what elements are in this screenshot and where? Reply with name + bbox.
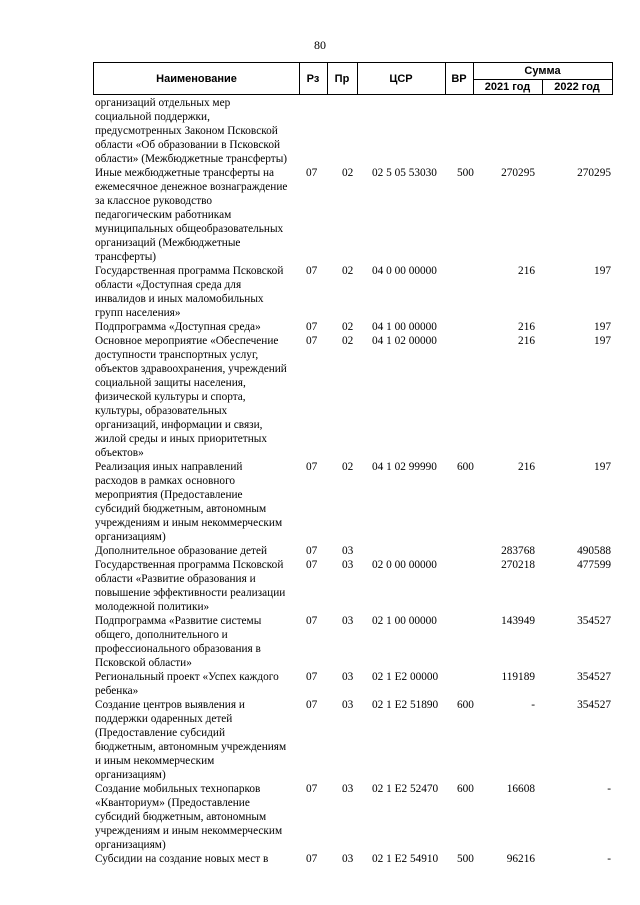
row-sum-2022: -: [607, 783, 611, 795]
row-name-line: Государственная программа Псковской: [95, 265, 284, 277]
table-row: [93, 166, 613, 264]
row-pr: 02: [342, 265, 354, 277]
row-name-line: ежемесячное денежное вознаграждение: [95, 181, 288, 193]
row-name: [93, 320, 298, 334]
header-year-2021: 2021 год: [473, 79, 543, 94]
row-name-line: организаций отдельных мер: [95, 97, 231, 109]
row-name-line: «Кванториум» (Предоставление: [95, 797, 250, 809]
row-name-line: физической культуры и спорта,: [95, 391, 246, 403]
table-row: [93, 852, 613, 866]
row-name-line: социальной защиты населения,: [95, 377, 246, 389]
row-name-line: поддержки одаренных детей: [95, 713, 233, 725]
row-sum-2021: 283768: [501, 545, 535, 557]
row-csr: 02 1 E2 54910: [372, 853, 439, 865]
row-rz: 07: [306, 545, 318, 557]
row-sum-2022: 477599: [577, 559, 611, 571]
row-csr: 02 1 E2 00000: [372, 671, 439, 683]
row-sum-2022: 354527: [577, 699, 611, 711]
row-name-line: Реализация иных направлений: [95, 461, 243, 473]
row-name-line: (Предоставление субсидий: [95, 727, 225, 739]
header-sum: Сумма: [473, 63, 612, 80]
row-rz: 07: [306, 615, 318, 627]
row-name-line: области» (Межбюджетные трансферты): [95, 153, 288, 165]
row-name-line: объектов»: [95, 447, 144, 459]
table-row: [93, 96, 613, 166]
table-row: [93, 264, 613, 320]
row-name-line: жилой среды и иных приоритетных: [95, 433, 267, 445]
row-name-line: Субсидии на создание новых мест в: [95, 853, 269, 865]
row-name-line: молодежной политики»: [95, 601, 210, 613]
row-sum-2022: 197: [594, 461, 611, 473]
row-vr: 500: [457, 853, 474, 865]
row-name-line: за классное руководство: [95, 195, 213, 207]
row-name-line: повышение эффективности реализации: [95, 587, 286, 599]
row-name: [93, 544, 298, 558]
row-csr: 02 1 E2 51890: [372, 699, 439, 711]
row-csr: 04 1 00 00000: [372, 321, 437, 333]
row-rz: 07: [306, 783, 318, 795]
row-name-line: доступности транспортных услуг,: [95, 349, 259, 361]
table-row: [93, 334, 613, 460]
row-name-line: области «Доступная среда для: [95, 279, 242, 291]
row-name-line: организациям): [95, 531, 166, 543]
row-csr: 02 1 00 00000: [372, 615, 437, 627]
row-sum-2022: 354527: [577, 671, 611, 683]
row-name-line: педагогическим работникам: [95, 209, 232, 221]
row-sum-2021: 216: [518, 321, 535, 333]
row-name-line: организациям): [95, 839, 166, 851]
row-name-line: субсидий бюджетным, автономным: [95, 503, 267, 515]
row-rz: 07: [306, 461, 318, 473]
row-pr: 03: [342, 699, 354, 711]
row-name-line: учреждениям и иным некоммерческим: [95, 517, 283, 529]
table-row: [93, 460, 613, 544]
row-rz: 07: [306, 559, 318, 571]
row-sum-2022: 270295: [577, 167, 611, 179]
row-name-line: области «Развитие образования и: [95, 573, 256, 585]
row-pr: 02: [342, 167, 354, 179]
row-name-line: Псковской области»: [95, 657, 192, 669]
row-pr: 02: [342, 335, 354, 347]
row-vr: 600: [457, 783, 474, 795]
row-name-line: культуры, образовательных: [95, 405, 228, 417]
row-name: [93, 782, 298, 852]
row-sum-2021: 16608: [506, 783, 535, 795]
row-sum-2021: 216: [518, 265, 535, 277]
row-name-line: организаций (Межбюджетные: [95, 237, 241, 249]
row-name-line: социальной поддержки,: [95, 111, 210, 123]
row-pr: 03: [342, 853, 354, 865]
row-rz: 07: [306, 167, 318, 179]
row-name: [93, 96, 298, 166]
row-name-line: Основное мероприятие «Обеспечение: [95, 335, 279, 347]
row-name-line: бюджетным, автономным учреждениям: [95, 741, 287, 753]
table-header: [93, 62, 613, 95]
table-row: [93, 614, 613, 670]
row-sum-2022: 197: [594, 265, 611, 277]
row-name-line: Дополнительное образование детей: [95, 545, 268, 557]
row-sum-2021: 119189: [501, 671, 535, 683]
row-name-line: муниципальных общеобразовательных: [95, 223, 284, 235]
row-sum-2021: 216: [518, 335, 535, 347]
row-sum-2022: -: [607, 853, 611, 865]
row-name-line: ребенка»: [95, 685, 139, 697]
row-pr: 03: [342, 545, 354, 557]
header-csr: ЦСР: [357, 63, 446, 94]
row-name-line: Региональный проект «Успех каждого: [95, 671, 279, 683]
row-name-line: организаций, информации и связи,: [95, 419, 263, 431]
row-name-line: учреждениям и иным некоммерческим: [95, 825, 283, 837]
row-name-line: групп населения»: [95, 307, 181, 319]
header-pr: Пр: [327, 63, 358, 94]
row-sum-2022: 490588: [577, 545, 611, 557]
row-sum-2021: -: [531, 699, 535, 711]
table-row: [93, 558, 613, 614]
row-name-line: области «Об образовании в Псковской: [95, 139, 281, 151]
row-name-line: Создание центров выявления и: [95, 699, 245, 711]
row-name-line: Создание мобильных технопарков: [95, 783, 261, 795]
row-vr: 600: [457, 461, 474, 473]
row-name-line: инвалидов и иных маломобильных: [95, 293, 264, 305]
row-name-line: трансферты): [95, 251, 157, 263]
row-name: [93, 614, 298, 670]
table-row: [93, 782, 613, 852]
row-sum-2022: 354527: [577, 615, 611, 627]
row-rz: 07: [306, 853, 318, 865]
row-name: [93, 166, 298, 264]
row-name: [93, 264, 298, 320]
row-rz: 07: [306, 671, 318, 683]
row-name-line: профессионального образования в: [95, 643, 261, 655]
row-rz: 07: [306, 321, 318, 333]
row-csr: 04 0 00 00000: [372, 265, 437, 277]
row-csr: 02 5 05 53030: [372, 167, 437, 179]
row-name-line: Подпрограмма «Развитие системы: [95, 615, 262, 627]
header-year-2022: 2022 год: [554, 80, 600, 93]
row-name: [93, 698, 298, 782]
row-sum-2021: 96216: [506, 853, 535, 865]
row-name-line: мероприятия (Предоставление: [95, 489, 243, 501]
row-pr: 02: [342, 321, 354, 333]
row-csr: 02 0 00 00000: [372, 559, 437, 571]
row-name-line: и иным некоммерческим: [95, 755, 215, 767]
row-name: [93, 460, 298, 544]
row-pr: 03: [342, 671, 354, 683]
row-name-line: общего, дополнительного и: [95, 629, 228, 641]
row-name-line: расходов в рамках основного: [95, 475, 236, 487]
row-sum-2022: 197: [594, 321, 611, 333]
row-name-line: Иные межбюджетные трансферты на: [95, 167, 275, 179]
table-row: [93, 698, 613, 782]
row-name-line: Подпрограмма «Доступная среда»: [95, 321, 261, 333]
row-rz: 07: [306, 699, 318, 711]
row-name-line: организациям): [95, 769, 166, 781]
table-row: [93, 670, 613, 698]
row-name-line: предусмотренных Законом Псковской: [95, 125, 278, 137]
row-name-line: субсидий бюджетным, автономным: [95, 811, 267, 823]
table-row: [93, 544, 613, 558]
row-name: [93, 558, 298, 614]
row-csr: 04 1 02 00000: [372, 335, 437, 347]
row-sum-2022: 197: [594, 335, 611, 347]
row-name-line: Государственная программа Псковской: [95, 559, 284, 571]
row-sum-2021: 143949: [501, 615, 535, 627]
row-pr: 03: [342, 559, 354, 571]
row-sum-2021: 270295: [501, 167, 535, 179]
row-name: [93, 334, 298, 460]
row-rz: 07: [306, 265, 318, 277]
row-vr: 500: [457, 167, 474, 179]
row-name: [93, 852, 298, 866]
row-sum-2021: 216: [518, 461, 535, 473]
row-pr: 02: [342, 461, 354, 473]
header-rz: Рз: [299, 63, 328, 94]
table-row: [93, 320, 613, 334]
row-csr: 04 1 02 99990: [372, 461, 437, 473]
row-vr: 600: [457, 699, 474, 711]
row-name-line: объектов здравоохранения, учреждений: [95, 363, 287, 375]
table-body: [93, 96, 613, 866]
row-csr: 02 1 E2 52470: [372, 783, 439, 795]
row-rz: 07: [306, 335, 318, 347]
row-pr: 03: [342, 615, 354, 627]
row-sum-2021: 270218: [501, 559, 535, 571]
page-number: 80: [314, 38, 326, 52]
row-name: [93, 670, 298, 698]
header-name: Наименование: [94, 63, 300, 94]
header-vr: ВР: [445, 63, 474, 94]
row-pr: 03: [342, 783, 354, 795]
